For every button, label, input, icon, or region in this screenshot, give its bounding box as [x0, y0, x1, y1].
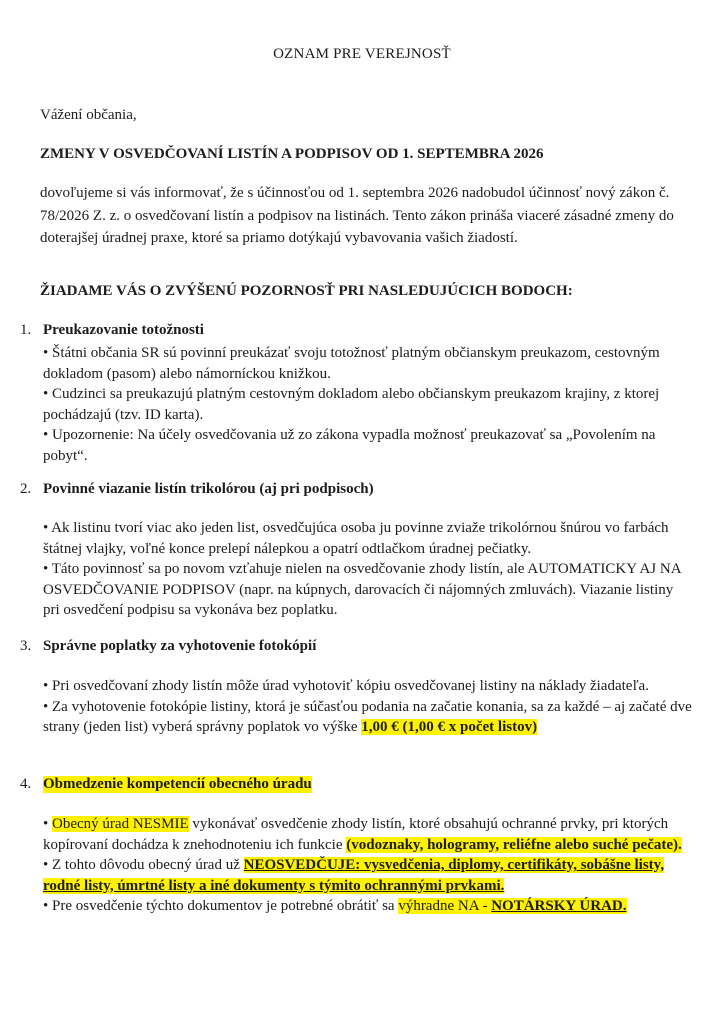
- bullet-text: • Z tohto dôvodu obecný úrad už: [43, 857, 244, 873]
- highlight-vyhradne: výhradne NA -: [398, 898, 492, 914]
- bullet-item: • Cudzinci sa preukazujú platným cestovným dokladom alebo občianskym preukazom krajiny, z ktorej pochádzajú (tzv. ID karta).: [43, 386, 660, 423]
- bullet-text: • Za vyhotovenie fotokópie listiny, ktorá je súčasťou podania na začatie konania, sa za každé – aj začaté dve strany (jeden list) vyberá správny poplatok vo výške: [43, 698, 692, 735]
- bullet-item: [43, 697, 693, 738]
- section-title: Obmedzenie kompetencií obecného úradu: [43, 776, 312, 792]
- section-number: 4.: [20, 776, 32, 792]
- bullet-item: [43, 855, 693, 896]
- fee-highlight: 1,00 € (1,00 € x počet listov): [361, 719, 538, 735]
- section-title: Povinné viazanie listín trikolórou (aj pri podpisoch): [43, 481, 374, 497]
- bullet-list: [43, 676, 693, 738]
- bullet-marker: •: [43, 816, 53, 832]
- bullet-item: • Ak listinu tvorí viac ako jeden list, osvedčujúca osoba ju povinne zviaže trikolórnou šnúrou vo farbách štátnej vlajky, voľné konce prelepí nálepkou a opatrí odtlačkom úradnej pečiatky.: [43, 520, 669, 557]
- main-heading: ZMENY V OSVEDČOVANÍ LISTÍN A PODPISOV OD 1. SEPTEMBRA 2026: [40, 146, 544, 162]
- bullet-list: [43, 518, 693, 621]
- section-title: Správne poplatky za vyhotovenie fotokópií: [43, 638, 317, 654]
- bullet-list: [43, 814, 693, 917]
- bullet-text: • Pre osvedčenie týchto dokumentov je potrebné obrátiť sa: [43, 898, 399, 914]
- bullet-item: • Upozornenie: Na účely osvedčovania už zo zákona vypadla možnosť preukazovať sa „Povolením na pobyt“.: [43, 427, 656, 464]
- page-title: OZNAM PRE VEREJNOSŤ: [273, 46, 451, 62]
- highlight-neosvedcuje: NEOSVEDČUJE: vysvedčenia, diplomy, certifikáty, sobášne listy, rodné listy, úmrtné listy a iné dokumenty s týmito ochrannými prvkami.: [43, 857, 665, 894]
- bullet-item: [43, 814, 693, 855]
- attention-heading: ŽIADAME VÁS O ZVÝŠENÚ POZORNOSŤ PRI NASLEDUJÚCICH BODOCH:: [40, 283, 573, 299]
- bullet-item: [43, 896, 693, 917]
- section-number: 2.: [20, 481, 32, 497]
- highlight-obecny-urad: Obecný úrad NESMIE: [52, 816, 189, 832]
- bullet-item: • Pri osvedčovaní zhody listín môže úrad vyhotoviť kópiu osvedčovanej listiny na náklady žiadateľa.: [43, 678, 649, 694]
- bullet-item: • Táto povinnosť sa po novom vzťahuje nielen na osvedčovanie zhody listín, ale AUTOMATICKY AJ NA OSVEDČOVANIE PODPISOV (napr. na kúpnych, darovacích či nájomných zmluvách). Viazanie listiny pri osvedčení podpisu sa vykonáva bez poplatku.: [43, 561, 681, 618]
- highlight-notarsky-urad: NOTÁRSKY ÚRAD.: [491, 898, 627, 914]
- section-number: 3.: [20, 638, 32, 654]
- bullet-list: [43, 343, 693, 466]
- highlight-protective-elements: (vodoznaky, hologramy, reliéfne alebo suché pečate).: [346, 836, 682, 853]
- section-title: Preukazovanie totožnosti: [43, 322, 204, 338]
- bullet-item: • Štátni občania SR sú povinní preukázať svoju totožnosť platným občianskym preukazom, cestovným dokladom (pasom) alebo námorníckou knižkou.: [43, 345, 660, 382]
- intro-paragraph: dovoľujeme si vás informovať, že s účinnosťou od 1. septembra 2026 nadobudol účinnosť nový zákon č. 78/2026 Z. z. o osvedčovaní listín a podpisov na listinách. Tento zákon prináša viaceré zásadné zmeny do doterajšej úradnej praxe, ktoré sa priamo dotýkajú vybavovania vašich žiadostí.: [40, 185, 674, 246]
- section-number: 1.: [20, 322, 32, 338]
- salutation: Vážení občania,: [40, 107, 137, 123]
- bullet-text: vykonávať osvedčenie zhody listín, ktoré obsahujú ochranné prvky, pri ktorých kopírovaní dochádza k znehodnoteniu ich funkcie: [43, 816, 669, 853]
